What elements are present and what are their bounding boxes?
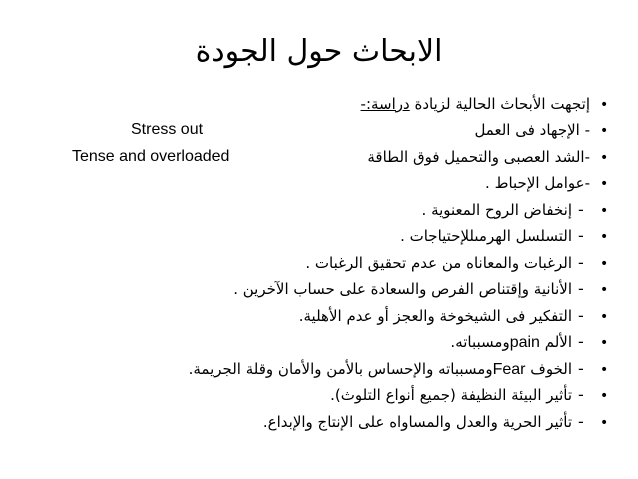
bullet-icon: • bbox=[600, 309, 609, 325]
dash-icon: - bbox=[578, 253, 584, 272]
list-item-text: تأثير الحرية والعدل والمساواه على الإنتاج والإبداع. bbox=[262, 413, 572, 431]
list-item bbox=[0, 251, 638, 277]
dash-icon: - bbox=[578, 332, 584, 351]
list-item bbox=[0, 224, 638, 250]
bullet-icon: • bbox=[600, 203, 609, 219]
list-item bbox=[0, 118, 638, 144]
list-item-text: تأثير البيئة النظيفة (جميع أنواع التلوث). bbox=[330, 386, 572, 404]
dash-icon: - bbox=[578, 412, 584, 431]
list-item-text: الخوف Fearومسبباته والإحساس بالأمن والأمان وقلة الجريمة. bbox=[188, 360, 572, 378]
bullet-icon: • bbox=[600, 282, 609, 298]
list-item-text: إتجهت الأبحاث الحالية لزيادة دراسة:- bbox=[360, 95, 590, 113]
list-item bbox=[0, 330, 638, 356]
list-item bbox=[0, 277, 638, 303]
bullet-icon: • bbox=[600, 97, 609, 113]
bullet-icon: • bbox=[600, 229, 609, 245]
dash-icon: - bbox=[578, 226, 584, 245]
list-item bbox=[0, 92, 638, 118]
bullet-icon: • bbox=[600, 415, 609, 431]
dash-icon: - bbox=[578, 359, 584, 378]
list-item bbox=[0, 357, 638, 383]
list-item bbox=[0, 198, 638, 224]
list-item bbox=[0, 304, 638, 330]
list-item-text: التفكير فى الشيخوخة والعجز أو عدم الأهلية. bbox=[298, 307, 572, 325]
dash-icon: - bbox=[578, 306, 584, 325]
list-item-text: -عوامل الإحباط . bbox=[485, 174, 590, 192]
list-item-text: الأنانية وإقتناص الفرص والسعادة على حساب الآخرين . bbox=[233, 280, 572, 298]
list-item bbox=[0, 383, 638, 409]
dash-icon: - bbox=[578, 279, 584, 298]
list-item-text: الرغبات والمعاناه من عدم تحقيق الرغبات . bbox=[305, 254, 572, 272]
list-item bbox=[0, 171, 638, 197]
dash-icon: - bbox=[578, 200, 584, 219]
bullet-icon: • bbox=[600, 176, 609, 192]
note-tense-overloaded: Tense and overloaded bbox=[72, 148, 230, 165]
list-item-text: الألم painومسبباته. bbox=[450, 333, 572, 351]
note-stress-out: Stress out bbox=[131, 121, 204, 138]
list-item-text: - الإجهاد فى العمل bbox=[474, 121, 590, 139]
bullet-icon: • bbox=[600, 335, 609, 351]
list-item bbox=[0, 410, 638, 436]
bullet-icon: • bbox=[600, 388, 609, 404]
list-item-text: -الشد العصبى والتحميل فوق الطاقة bbox=[367, 148, 590, 166]
list-item-text: إنخفاض الروح المعنوية . bbox=[421, 201, 572, 219]
bullet-icon: • bbox=[600, 256, 609, 272]
bullet-icon: • bbox=[600, 362, 609, 378]
slide-title: الابحاث حول الجودة bbox=[195, 34, 443, 69]
bullet-icon: • bbox=[600, 150, 609, 166]
bullet-icon: • bbox=[600, 123, 609, 139]
list-item-text: التسلسل الهرمىللإحتياجات . bbox=[400, 227, 572, 245]
dash-icon: - bbox=[578, 385, 584, 404]
